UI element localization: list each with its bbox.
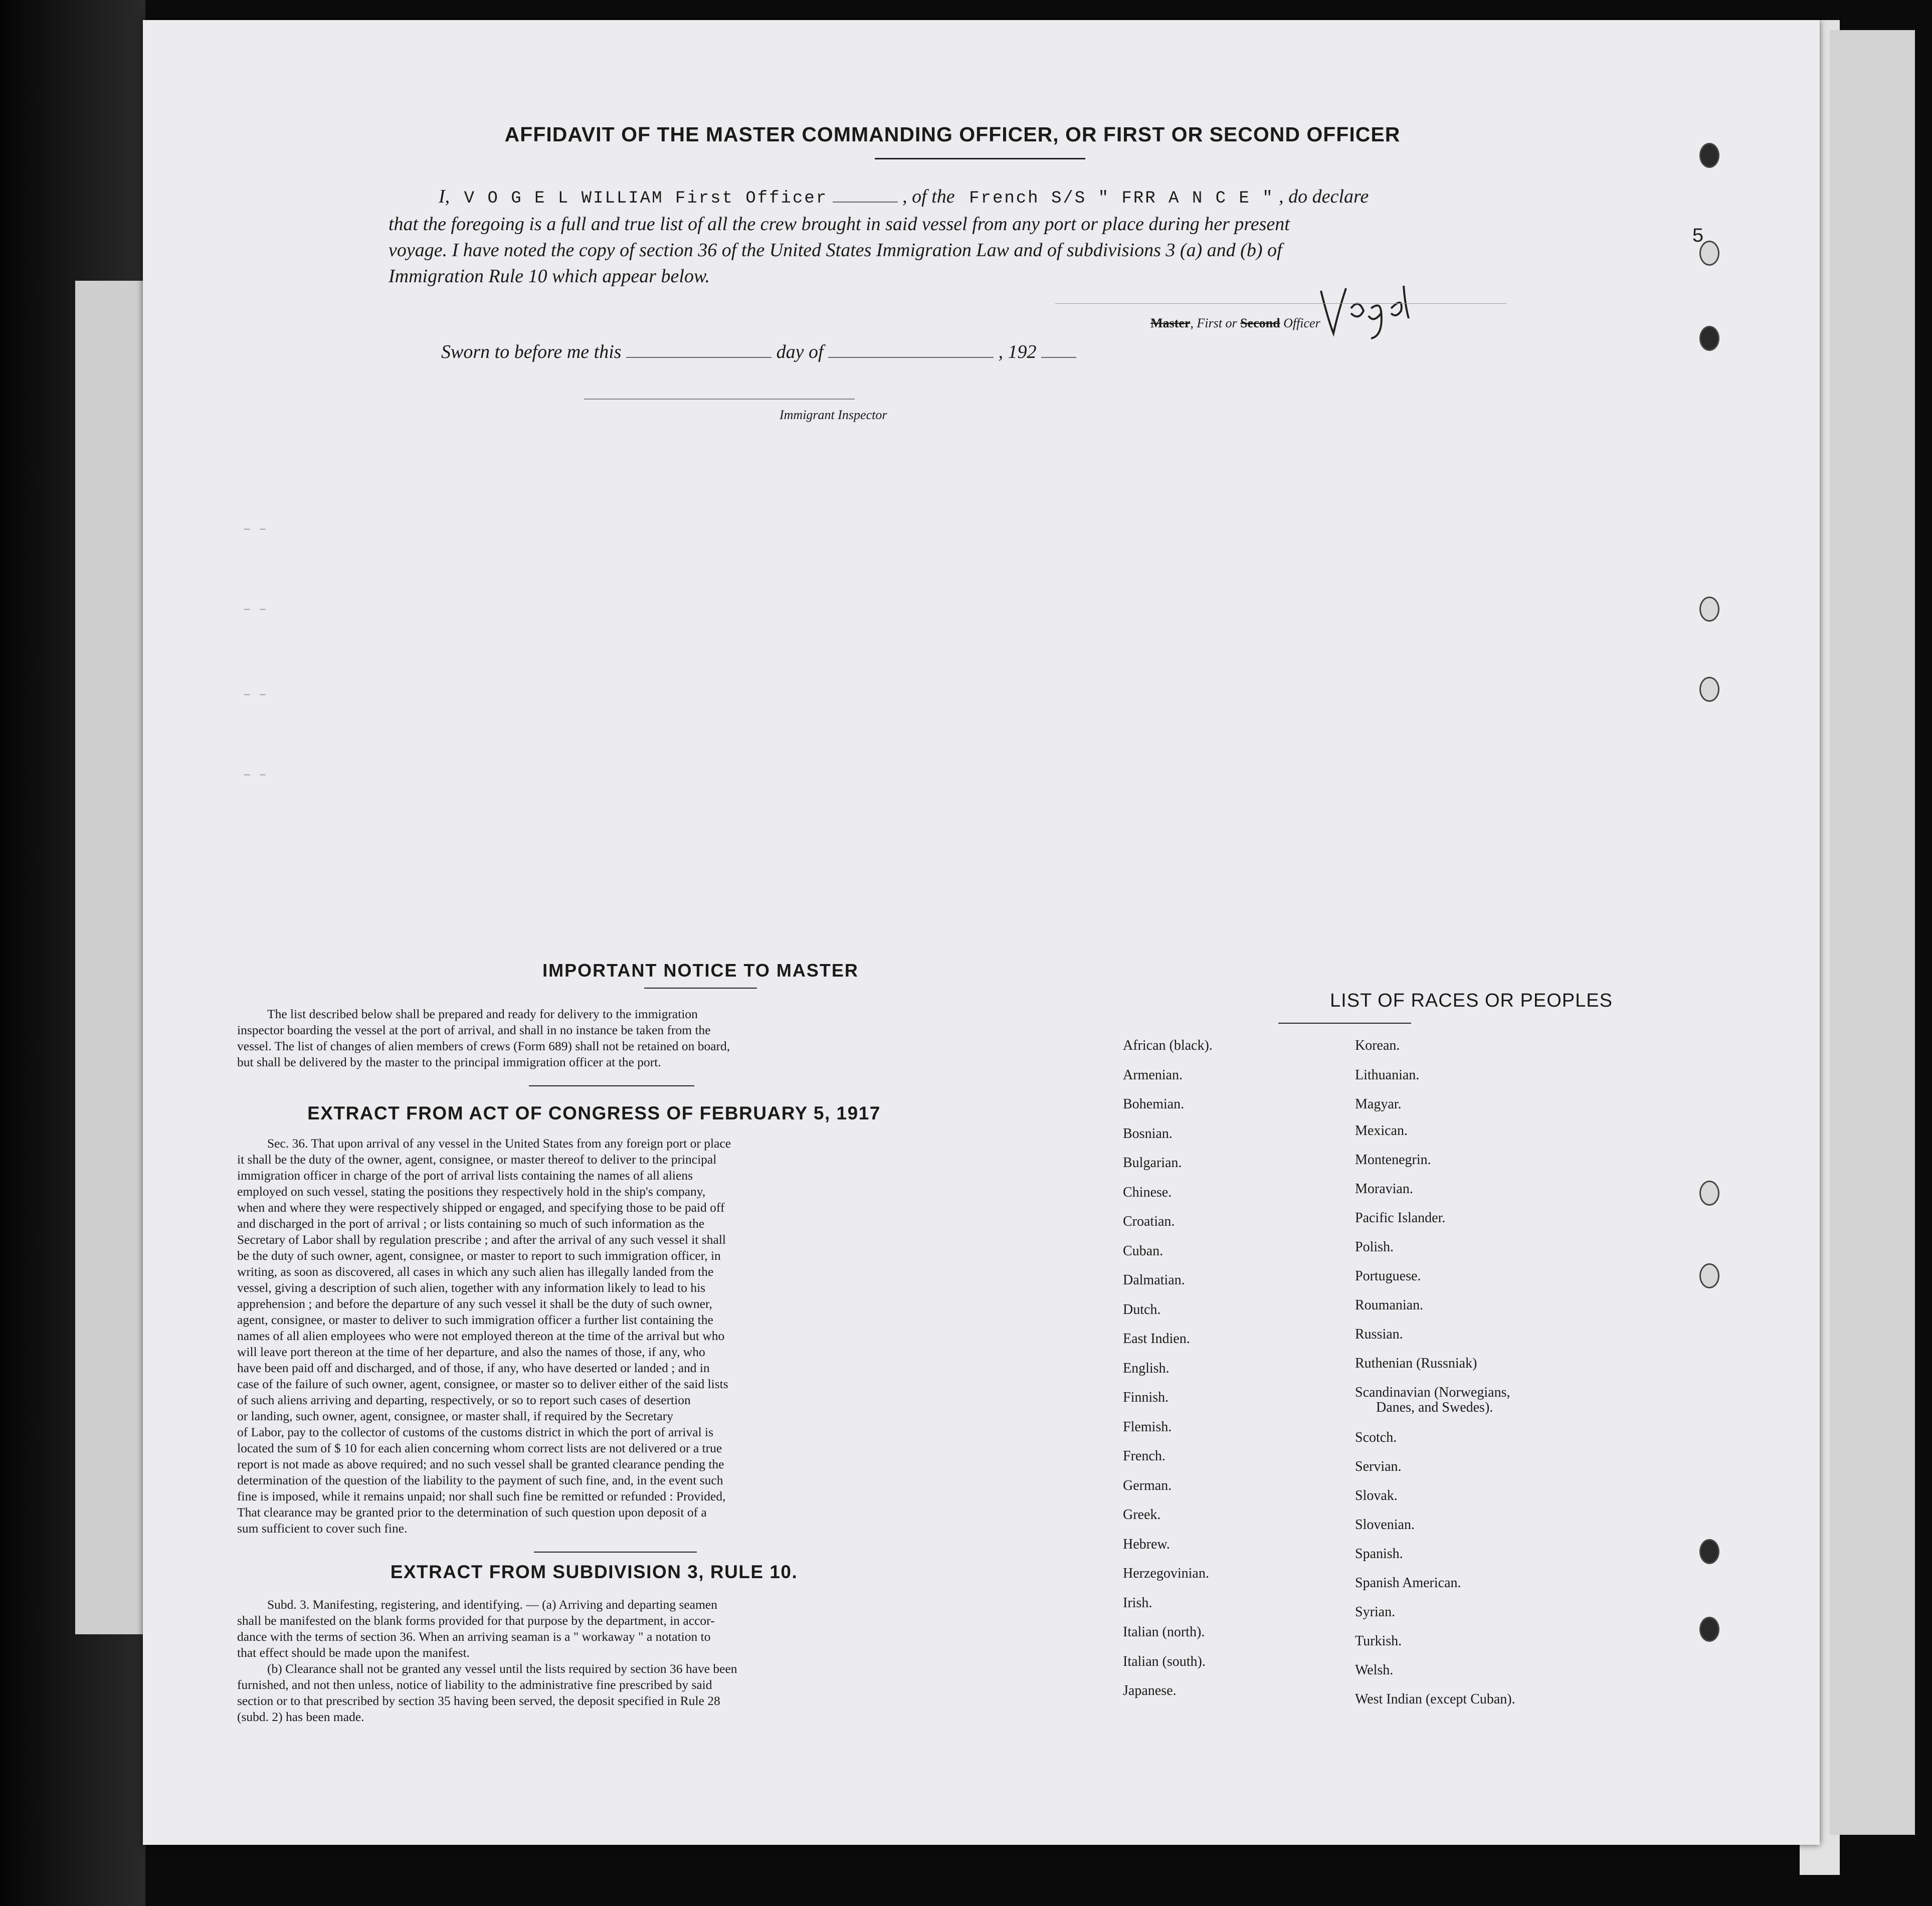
race-item: French. — [1123, 1448, 1166, 1464]
underlying-page-left — [75, 281, 150, 1634]
race-item: Greek. — [1123, 1507, 1161, 1522]
rule-text — [237, 1597, 939, 1725]
act-line: case of the failure of such owner, agent, consignee, or master so to deliver either of the said lists — [237, 1377, 728, 1391]
notice-line: but shall be delivered by the master to the principal immigration officer at the port. — [237, 1055, 661, 1069]
vessel-name: French S/S " FRR A N C E " — [969, 189, 1274, 208]
affidavit-declaration-line — [439, 185, 1369, 208]
i-label: I, — [439, 186, 450, 207]
blank-line — [833, 202, 898, 203]
act-line: agent, consignee, or master to deliver to such immigration officer a further list containing the — [237, 1312, 713, 1327]
day-blank — [626, 357, 771, 358]
sworn-label: Sworn to before me this — [441, 341, 622, 362]
rule-line: shall be manifested on the blank forms provided for that purpose by the department, in accor- — [237, 1613, 715, 1628]
notice-underline — [644, 988, 757, 989]
race-item: Ruthenian (Russniak) — [1355, 1356, 1477, 1371]
act-line: employed on such vessel, stating the positions they respectively hold in the ship's company, — [237, 1184, 706, 1199]
race-item: Bohemian. — [1123, 1096, 1185, 1112]
sworn-line — [441, 341, 1076, 363]
race-item: Italian (south). — [1123, 1654, 1206, 1669]
race-item: Danes, and Swedes). — [1376, 1400, 1493, 1415]
rule-line: section or to that prescribed by section 35 having been served, the deposit specified in Rule 28 — [237, 1693, 720, 1708]
notice-line: inspector boarding the vessel at the port of arrival, and shall in no instance be taken from the — [237, 1023, 711, 1037]
act-line: fine is imposed, while it remains unpaid; nor shall such fine be remitted or refunded : Provided, — [237, 1489, 726, 1503]
race-item: Cuban. — [1123, 1243, 1164, 1259]
caption-officer: Officer — [1283, 316, 1320, 330]
affidavit-body-line: voyage. I have noted the copy of section 36 of the United States Immigration Law and of subdivisions 3 (a) and (b) of — [389, 240, 1282, 261]
act-line: That clearance may be granted prior to the determination of such question upon deposit of a — [237, 1505, 707, 1519]
binder-hole — [1699, 326, 1719, 351]
day-of-label: day of — [776, 341, 824, 362]
binder-hole — [1699, 143, 1719, 168]
signature-line — [1055, 303, 1506, 304]
binder-hole — [1699, 597, 1719, 622]
act-line: or landing, such owner, agent, consignee, or master shall, if required by the Secretary — [237, 1409, 673, 1423]
rule-line: Subd. 3. Manifesting, registering, and identifying. — (a) Arriving and departing seamen — [267, 1597, 717, 1612]
race-item: Pacific Islander. — [1355, 1210, 1446, 1226]
race-item: West Indian (except Cuban). — [1355, 1691, 1515, 1707]
year-label: , 192 — [998, 341, 1037, 362]
officer-signature — [1316, 281, 1426, 341]
race-item: Scotch. — [1355, 1430, 1397, 1445]
binder-hole — [1699, 677, 1719, 702]
races-underline — [1278, 1023, 1411, 1024]
act-line: Sec. 36. That upon arrival of any vessel in the United States from any foreign port or place — [267, 1136, 731, 1151]
race-item: Lithuanian. — [1355, 1067, 1420, 1083]
race-item: English. — [1123, 1361, 1170, 1376]
race-item: Japanese. — [1123, 1683, 1177, 1698]
act-line: apprehension ; and before the departure of any such vessel it shall be the duty of such owner, — [237, 1296, 712, 1311]
struck-second: Second — [1240, 316, 1280, 330]
race-item: Slovenian. — [1355, 1517, 1415, 1533]
notice-line: The list described below shall be prepared and ready for delivery to the immigration — [267, 1007, 698, 1021]
act-line: will leave port thereon at the time of her departure, and also the names of those, if any, who — [237, 1345, 705, 1359]
rule-line: (subd. 2) has been made. — [237, 1709, 364, 1724]
race-item: Turkish. — [1355, 1633, 1402, 1649]
of-the-label: , of the — [902, 186, 955, 207]
race-item: Slovak. — [1355, 1488, 1398, 1503]
race-item: Welsh. — [1355, 1662, 1394, 1678]
year-blank — [1041, 357, 1076, 358]
act-line: when and where they were respectively shipped or engaged, and specifying those to be paid off — [237, 1200, 725, 1215]
race-item: African (black). — [1123, 1038, 1213, 1053]
margin-dash: – – — [243, 521, 267, 536]
race-item: Mexican. — [1355, 1123, 1408, 1138]
race-item: Dutch. — [1123, 1302, 1161, 1317]
act-line: of Labor, pay to the collector of customs of the customs district in which the port of arrival is — [237, 1425, 714, 1439]
race-item: German. — [1123, 1478, 1172, 1493]
struck-master: Master — [1150, 316, 1191, 330]
month-blank — [828, 357, 994, 358]
race-item: Korean. — [1355, 1038, 1400, 1053]
race-item: Finnish. — [1123, 1390, 1169, 1405]
caption-first: , First or — [1190, 316, 1237, 330]
race-item: East Indien. — [1123, 1331, 1190, 1347]
margin-dash: – – — [243, 687, 267, 702]
race-item: Armenian. — [1123, 1067, 1183, 1083]
race-item: Roumanian. — [1355, 1297, 1424, 1313]
binder-hole — [1699, 1617, 1719, 1642]
race-item: Chinese. — [1123, 1185, 1172, 1200]
race-item: Moravian. — [1355, 1181, 1413, 1197]
binder-hole — [1699, 1539, 1719, 1564]
notice-title: IMPORTANT NOTICE TO MASTER — [542, 960, 859, 981]
do-declare-label: , do declare — [1279, 186, 1369, 207]
act-line: Secretary of Labor shall by regulation prescribe ; and after the arrival of any such vessel it shall — [237, 1232, 726, 1247]
race-item: Spanish. — [1355, 1546, 1403, 1562]
race-item: Flemish. — [1123, 1419, 1172, 1435]
race-item: Dalmatian. — [1123, 1272, 1185, 1288]
act-line: determination of the question of the liability to the payment of such fine, and, in the event such — [237, 1473, 723, 1487]
race-item: Polish. — [1355, 1239, 1394, 1255]
section-divider — [529, 1085, 694, 1086]
act-line: immigration officer in charge of the port of arrival lists containing the names of all aliens — [237, 1168, 693, 1183]
officer-name: V O G E L WILLIAM First Officer — [464, 189, 828, 208]
title-underline — [875, 158, 1085, 159]
race-item: Bosnian. — [1123, 1126, 1173, 1141]
binder-hole — [1699, 1181, 1719, 1206]
act-line: vessel, giving a description of such alien, together with any information likely to lead to his — [237, 1280, 706, 1295]
underlying-page-right — [1830, 30, 1915, 1835]
race-item: Magyar. — [1355, 1096, 1402, 1112]
act-line: names of all alien employees who were not employed thereon at the time of the arrival but who — [237, 1328, 725, 1343]
inspector-label: Immigrant Inspector — [780, 408, 887, 422]
affidavit-title: AFFIDAVIT OF THE MASTER COMMANDING OFFICER, OR FIRST OR SECOND OFFICER — [504, 123, 1401, 146]
act-line: writing, as soon as discovered, all cases in which any such alien has illegally landed from the — [237, 1264, 714, 1279]
inspector-signature-line — [584, 399, 855, 400]
act-line: located the sum of $ 10 for each alien concerning whom correct lists are not delivered or a true — [237, 1441, 722, 1455]
race-item: Portuguese. — [1355, 1268, 1421, 1284]
margin-dash: – – — [243, 767, 267, 782]
race-item: Scandinavian (Norwegians, — [1355, 1385, 1510, 1400]
binder-hole — [1699, 1263, 1719, 1288]
act-line: of such aliens arriving and departing, respectively, or so to report such cases of desertion — [237, 1393, 691, 1407]
act-line: sum sufficient to cover such fine. — [237, 1521, 408, 1536]
margin-dash: – – — [243, 602, 267, 617]
rule-line: that effect should be made upon the manifest. — [237, 1645, 470, 1660]
act-line: have been paid off and discharged, and of those, if any, who have deserted or landed ; and in — [237, 1361, 710, 1375]
rule-line: dance with the terms of section 36. When an arriving seaman is a " workaway " a notation to — [237, 1629, 711, 1644]
races-title: LIST OF RACES OR PEOPLES — [1330, 990, 1613, 1011]
notice-line: vessel. The list of changes of alien members of crews (Form 689) shall not be retained on board, — [237, 1039, 730, 1053]
race-item: Russian. — [1355, 1326, 1403, 1342]
race-item: Irish. — [1123, 1595, 1152, 1611]
act-line: it shall be the duty of the owner, agent, consignee, or master thereof to deliver to the principal — [237, 1152, 717, 1167]
affidavit-body-line: Immigration Rule 10 which appear below. — [389, 266, 710, 287]
race-item: Herzegovinian. — [1123, 1566, 1209, 1581]
act-text — [237, 1135, 939, 1537]
notice-text — [237, 1006, 939, 1070]
race-item: Syrian. — [1355, 1604, 1396, 1620]
race-item: Italian (north). — [1123, 1624, 1205, 1640]
race-item: Bulgarian. — [1123, 1155, 1182, 1171]
race-item: Hebrew. — [1123, 1537, 1170, 1552]
race-item: Spanish American. — [1355, 1575, 1461, 1591]
act-title: EXTRACT FROM ACT OF CONGRESS OF FEBRUARY 5, 1917 — [307, 1103, 881, 1123]
page-mark: 5 — [1692, 226, 1704, 248]
rule-line: (b) Clearance shall not be granted any vessel until the lists required by section 36 have been — [267, 1661, 737, 1676]
race-item: Croatian. — [1123, 1214, 1175, 1229]
act-line: be the duty of such owner, agent, consignee, or master to report to such immigration officer, in — [237, 1248, 721, 1263]
act-line: report is not made as above required; and no such vessel shall be granted clearance pending the — [237, 1457, 724, 1471]
race-item: Servian. — [1355, 1459, 1402, 1474]
race-item: Montenegrin. — [1355, 1152, 1431, 1168]
act-line: and discharged in the port of arrival ; or lists containing so much of such information as the — [237, 1216, 705, 1231]
rule-title: EXTRACT FROM SUBDIVISION 3, RULE 10. — [390, 1562, 798, 1582]
signature-caption — [1150, 316, 1320, 331]
rule-line: furnished, and not then unless, notice of liability to the administrative fine prescribed by said — [237, 1677, 712, 1692]
section-divider — [534, 1552, 697, 1553]
affidavit-body-line: that the foregoing is a full and true list of all the crew brought in said vessel from any port or place during her present — [389, 214, 1290, 235]
document-sheet — [143, 20, 1820, 1845]
